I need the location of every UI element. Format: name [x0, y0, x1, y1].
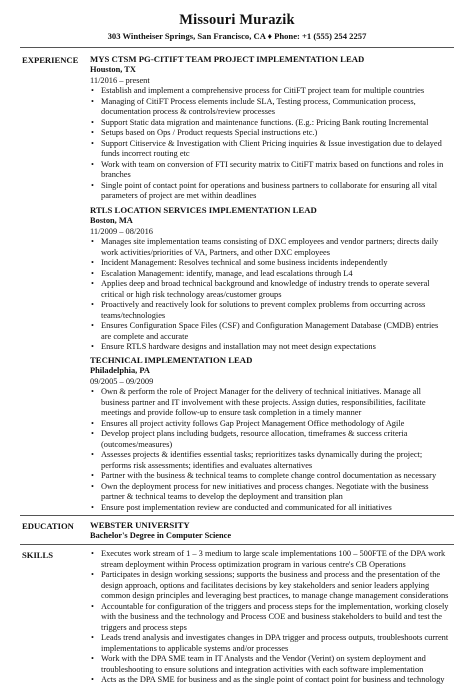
list-item: • Executes work stream of 1 – 3 medium to large scale implementations 100 – 500FTE of the DPA work stream deployment within Process optimization program in various centre's CB Operations	[90, 549, 450, 570]
list-item: • Develop project plans including budgets, resource allocation, timeframes & success criteria (outcomes/measures)	[90, 429, 450, 450]
list-item: • Ensures all project activity follows Gap Project Management Office methodology of Agile	[90, 419, 450, 430]
school-name: WEBSTER UNIVERSITY	[90, 520, 190, 530]
list-item: • Setups based on Ops / Product requests Special instructions etc.)	[90, 128, 450, 139]
list-item: • Manages site implementation teams consisting of DXC employees and vendor partners; directs daily work activities/priorities of VA, Partners, and other DXC employees	[90, 237, 450, 258]
job-location: Houston, TX	[90, 65, 136, 74]
header-divider	[20, 47, 454, 48]
list-item: • Single point of contact point for operations and business partners to collaborate for ensuring all vital parameters of project are met within deadlines	[90, 181, 450, 202]
job-title: MYS CTSM PG-CITIFT TEAM PROJECT IMPLEMENTATION LEAD	[90, 54, 365, 64]
list-item: • Work with the DPA SME team in IT Analysts and the Vendor (Verint) on system deployment and troubleshooting to ensure solutions and integration activities with each software implementation	[90, 654, 450, 675]
list-item: • Support Citiservice & Investigation with Client Pricing inquiries & Issue investigation due to delayed funds incorrect routing etc	[90, 139, 450, 160]
candidate-name: Missouri Murazik	[179, 12, 295, 28]
skills-list	[90, 549, 450, 686]
list-item: • Escalation Management: identify, manage, and lead escalations through L4	[90, 269, 450, 280]
list-item: • Incident Management: Resolves technical and some business incidents independently	[90, 258, 450, 269]
job-title: RTLS LOCATION SERVICES IMPLEMENTATION LEAD	[90, 205, 317, 215]
education-section-label: EDUCATION	[22, 521, 74, 531]
job-dates: 11/2009 – 08/2016	[90, 226, 153, 236]
job-title: TECHNICAL IMPLEMENTATION LEAD	[90, 355, 253, 365]
list-item: • Acts as the DPA SME for business and as the single point of contact point for business and technology	[90, 675, 450, 686]
education-entry	[90, 520, 450, 542]
list-item: • Establish and implement a comprehensive process for CitiFT project team for multiple countries	[90, 86, 450, 97]
list-item: • Ensure post implementation review are conducted and communicated for all initiatives	[90, 503, 450, 514]
section-divider	[20, 544, 454, 545]
list-item: • Accountable for configuration of the triggers and process steps for the implementation, working closely with the business and the technology and Process COE and business stakeholders to build and test the triggers and process steps	[90, 602, 450, 634]
list-item: • Managing of CitiFT Process elements include SLA, Testing process, Communication process, documentation process & controls/review processes	[90, 97, 450, 118]
skills-bullets	[90, 549, 450, 686]
list-item: • Participates in design working sessions; supports the business and process and the presentation of the design approach, options and facilitates decisions by key stakeholders and senior leaders applying common design principles and leveraging best practices, to manage change management considerations	[90, 570, 450, 602]
job-location: Boston, MA	[90, 216, 133, 225]
skills-section-label: SKILLS	[22, 550, 54, 560]
degree: Bachelor's Degree in Computer Science	[90, 531, 232, 540]
job-dates: 11/2016 – present	[90, 75, 150, 85]
list-item: • Applies deep and broad technical background and knowledge of industry trends to operate several critical or high risk technology areas/customer groups	[90, 279, 450, 300]
job-bullets	[90, 237, 450, 353]
list-item: • Leads trend analysis and investigates changes in DPA trigger and process outputs, troubleshoots current implementations to applicable systems and/or processes	[90, 633, 450, 654]
job-bullets	[90, 86, 450, 202]
list-item: • Support Static data migration and maintenance functions. (E.g.: Pricing Bank routing Incremental	[90, 118, 450, 129]
job-entry	[90, 54, 450, 202]
list-item: • Own & perform the role of Project Manager for the delivery of technical initiatives. Manage all business partner and IT involvement with these projects. Assign duties, responsibilities, facilitate meetings and provide follow-up to ensure task completion in a timely manner	[90, 387, 450, 419]
experience-section-label: EXPERIENCE	[22, 55, 79, 65]
section-divider	[20, 515, 454, 516]
job-dates: 09/2005 – 09/2009	[90, 376, 154, 386]
list-item: • Assesses projects & identifies essential tasks; reprioritizes tasks dynamically during the project; performs risk assessments; identifies and evaluates alternatives	[90, 450, 450, 471]
list-item: • Ensures Configuration Space Files (CSF) and Configuration Management Database (CMDB) entries are complete and accurate	[90, 321, 450, 342]
list-item: • Proactively and reactively look for solutions to prevent complex problems from occurring across teams/technologies	[90, 300, 450, 321]
job-entry	[90, 205, 450, 353]
job-entry	[90, 355, 450, 513]
job-location: Philadelphia, PA	[90, 366, 150, 375]
list-item: • Own the deployment process for new initiatives and process changes. Negotiate with the business partner & technical teams to develop the deployment and transition plan	[90, 482, 450, 503]
job-bullets	[90, 387, 450, 513]
list-item: • Ensure RTLS hardware designs and installation may not meet design expectations	[90, 342, 450, 353]
contact-line: 303 Wintheiser Springs, San Francisco, CA ♦ Phone: +1 (555) 254 2257	[107, 31, 367, 41]
list-item: • Partner with the business & technical teams to complete change control documentation as necessary	[90, 471, 450, 482]
list-item: • Work with team on conversion of FTI security matrix to CitiFT matrix based on functions and roles in branches	[90, 160, 450, 181]
